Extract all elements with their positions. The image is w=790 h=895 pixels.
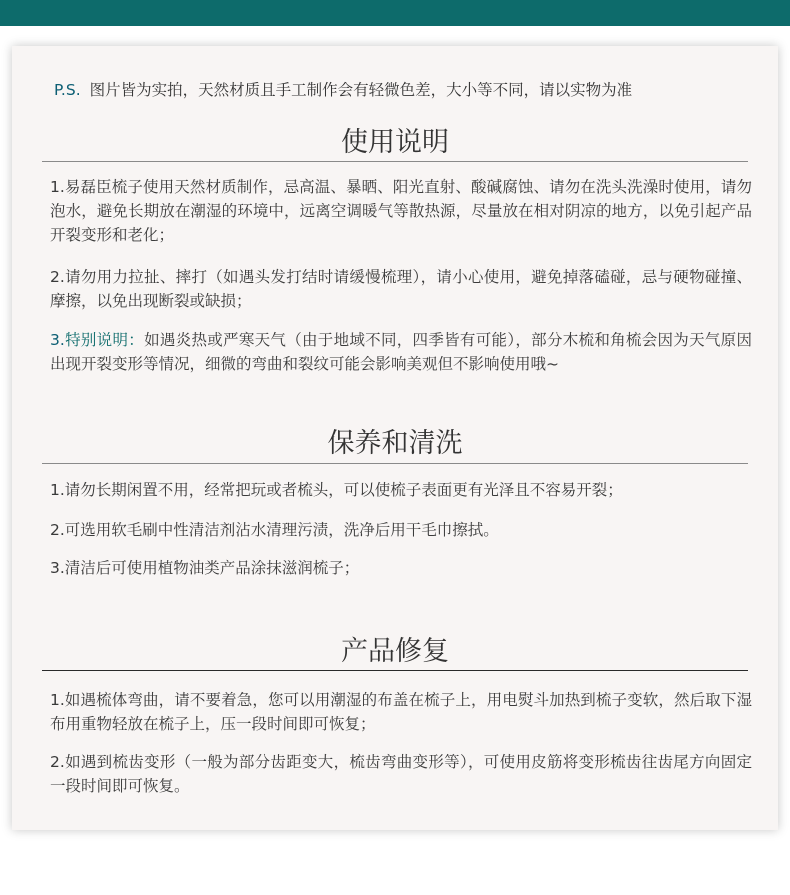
usage-item-3 [50,328,752,376]
repair-item-1-text: 如遇梳体弯曲，请不要着急，您可以用潮湿的布盖在梳子上，用电熨斗加热到梳子变软，然后取下湿布用重物轻放在梳子上，压一段时间即可恢复； [50,691,752,733]
usage-item-3-highlight: 特别说明： [64,331,145,349]
maintenance-item-3-text: 清洁后可使用植物油类产品涂抹滋润梳子； [64,559,360,577]
maintenance-item-2-number: 2. [50,521,65,539]
repair-item-1-number: 1. [50,691,65,709]
section-divider-maintenance [42,463,748,464]
usage-item-3-text: 如遇炎热或严寒天气（由于地域不同，四季皆有可能），部分木梳和角梳会因为天气原因出现开裂变形等情况，细微的弯曲和裂纹可能会影响美观但不影响使用哦~ [50,331,752,373]
usage-item-2-number: 2. [50,268,65,286]
section-title-repair: 产品修复 [341,636,449,667]
maintenance-item-1-text: 请勿长期闲置不用，经常把玩或者梳头，可以使梳子表面更有光泽且不容易开裂； [64,481,623,499]
section-title-maintenance: 保养和清洗 [327,428,463,459]
maintenance-item-3-number: 3. [50,559,65,577]
top-banner [0,0,790,26]
usage-item-3-number: 3. [50,331,65,349]
maintenance-item-1 [50,478,752,502]
repair-item-1 [50,688,752,736]
maintenance-item-3 [50,556,752,580]
section-divider-repair [42,670,748,671]
usage-item-1-number: 1. [50,178,65,196]
ps-note [54,79,774,101]
maintenance-item-2 [50,518,752,542]
usage-item-1-text: 易磊臣梳子使用天然材质制作，忌高温、暴晒、阳光直射、酸碱腐蚀、请勿在洗头洗澡时使用，请勿泡水，避免长期放在潮湿的环境中，远离空调暖气等散热源，尽量放在相对阴凉的地方，以免引起产品开裂变形和老化； [50,178,752,244]
usage-item-2-text: 请勿用力拉扯、摔打（如遇头发打结时请缓慢梳理），请小心使用，避免掉落磕碰，忌与硬物碰撞、摩擦，以免出现断裂或缺损； [50,268,752,310]
section-divider-usage [42,161,748,162]
ps-text: 图片皆为实拍，天然材质且手工制作会有轻微色差，大小等不同，请以实物为准 [89,81,633,99]
maintenance-item-1-number: 1. [50,481,65,499]
ps-label: P.S. [54,81,81,99]
repair-item-2-text: 如遇到梳齿变形（一般为部分齿距变大，梳齿弯曲变形等），可使用皮筋将变形梳齿往齿尾方向固定一段时间即可恢复。 [50,753,752,795]
section-title-usage: 使用说明 [341,127,449,158]
care-instructions-card [12,46,778,830]
usage-item-1 [50,175,752,247]
maintenance-item-2-text: 可选用软毛刷中性清洁剂沾水清理污渍，洗净后用干毛巾擦拭。 [64,521,499,539]
repair-item-2-number: 2. [50,753,65,771]
usage-item-2 [50,265,752,313]
repair-item-2 [50,750,752,798]
